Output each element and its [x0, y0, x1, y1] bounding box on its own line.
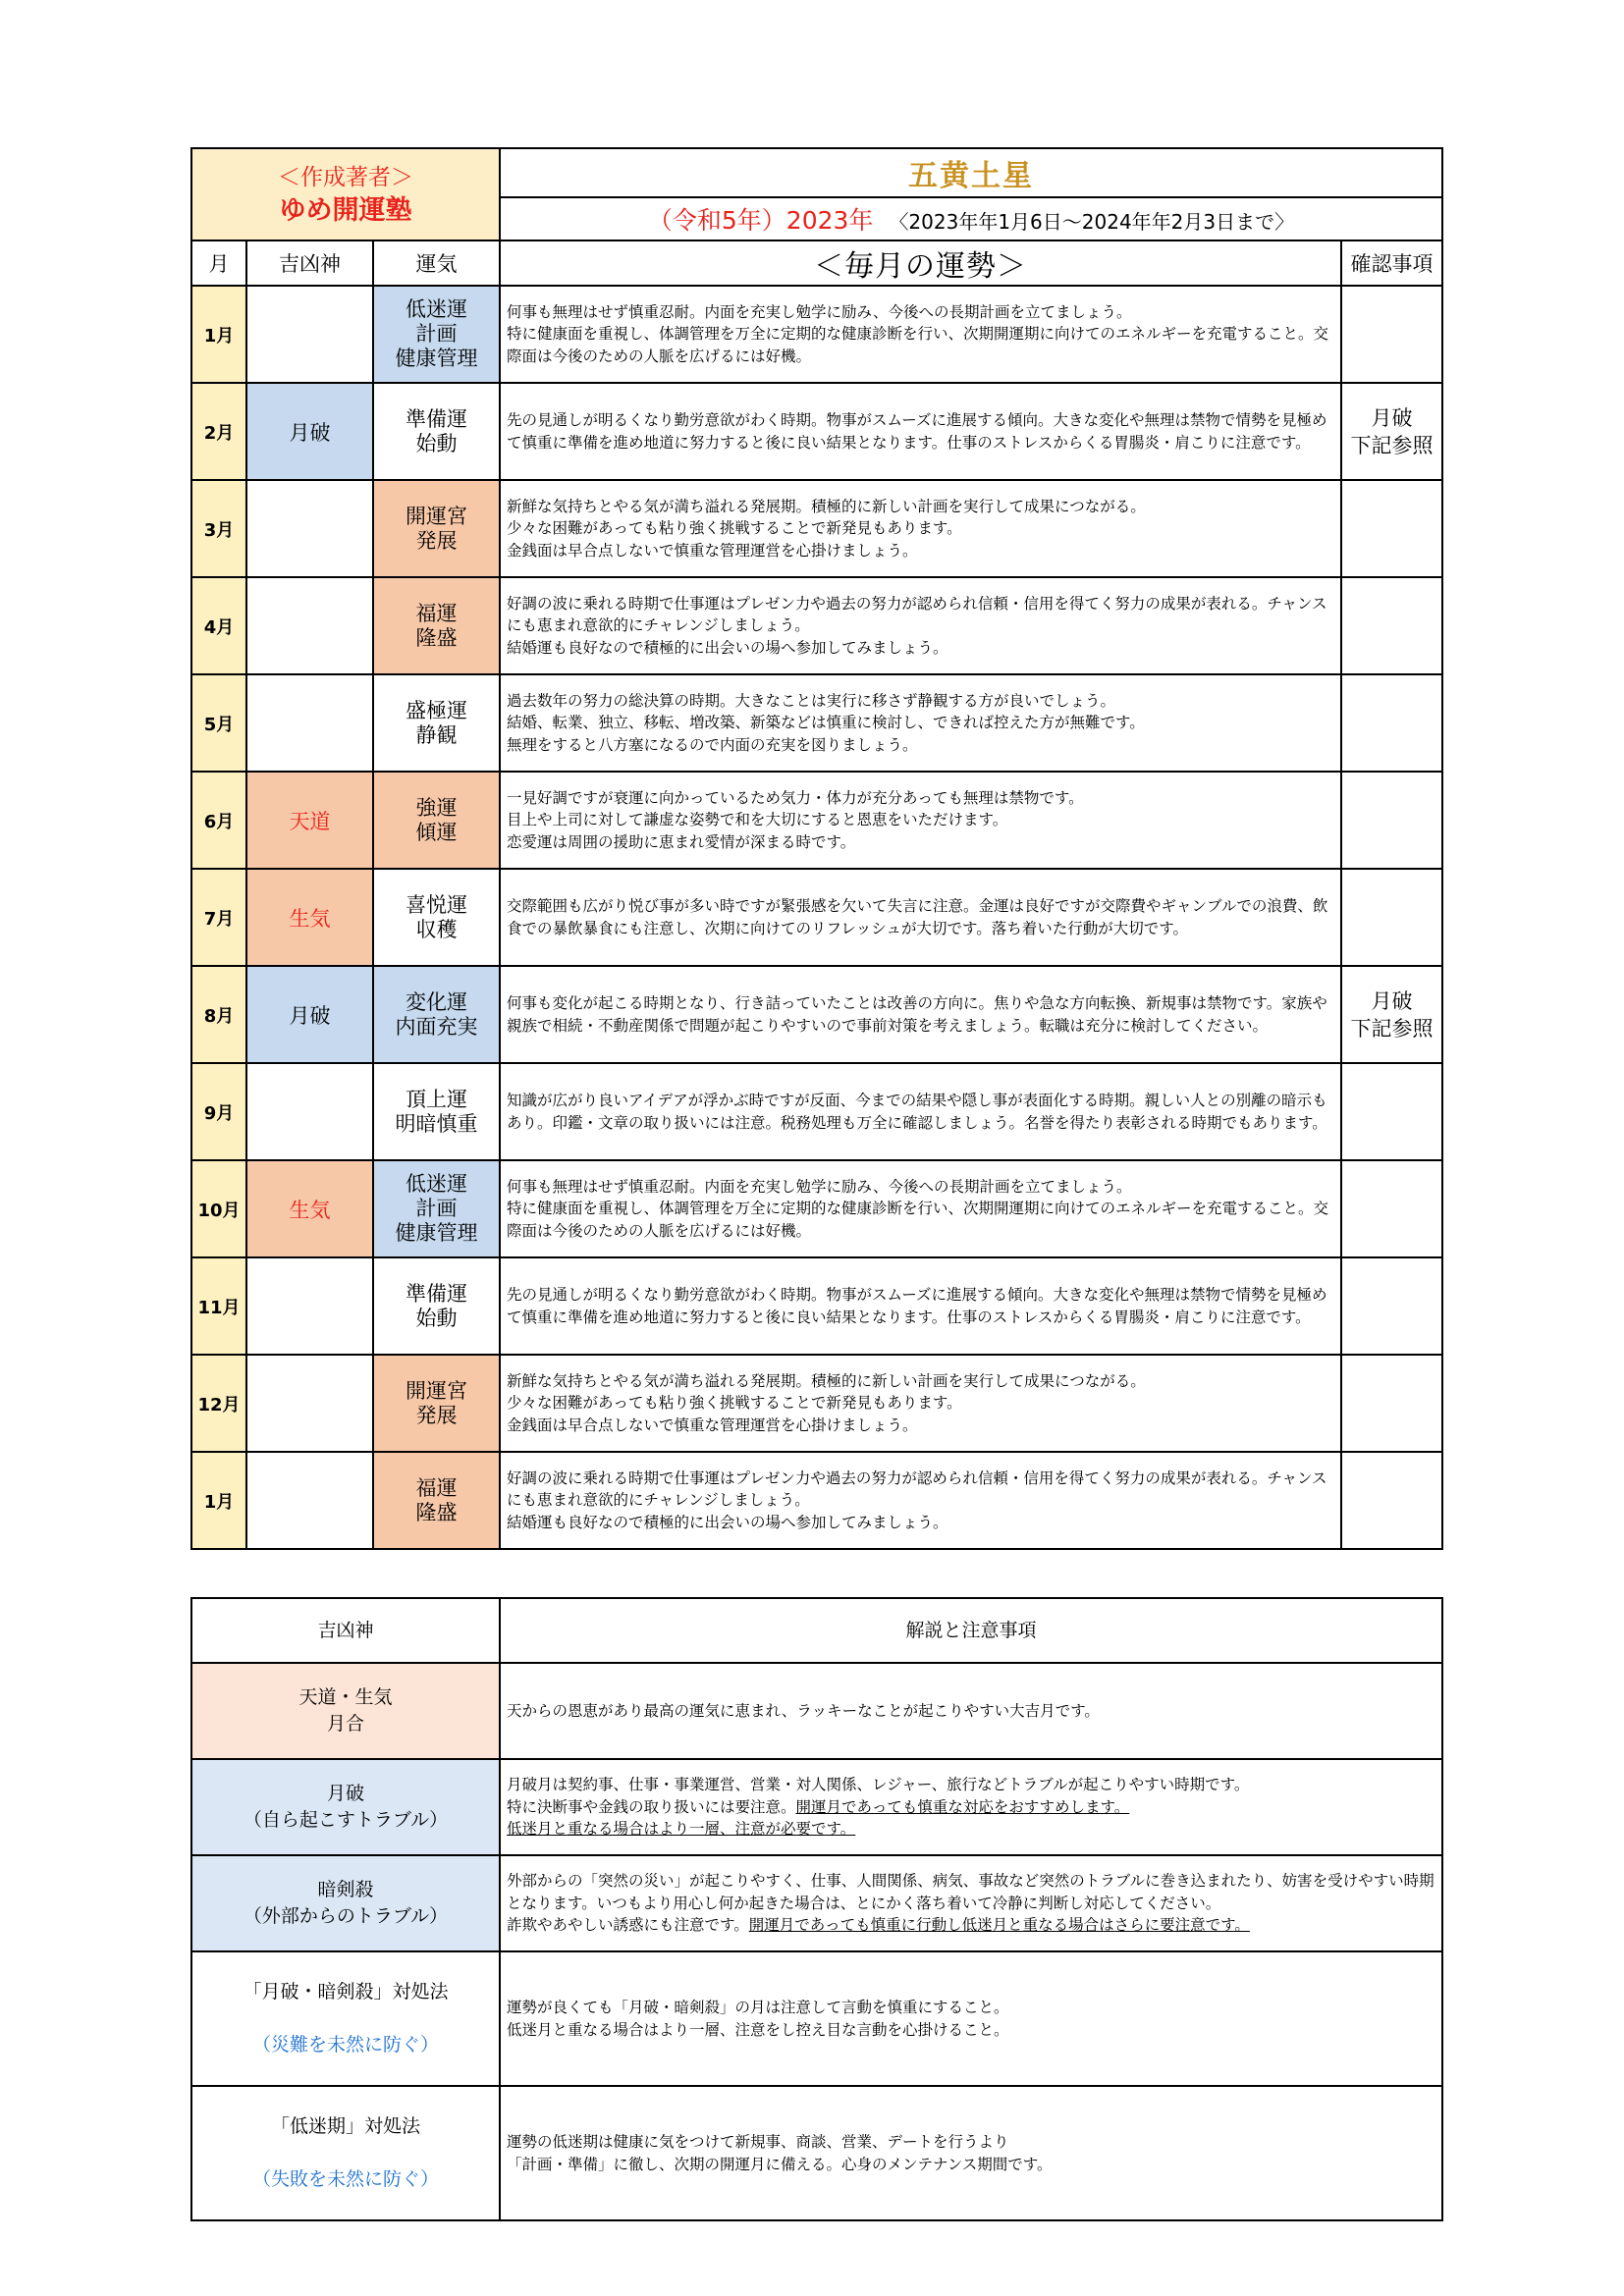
explain-label: [191, 1951, 500, 2086]
fortune-cell: 新鮮な気持ちとやる気が満ち溢れる発展期。積極的に新しい計画を実行して成果につながる。 少々な困難があっても粘り強く挑戦することで新発見もあります。 金銭面は早合点しないで慎重な管理運営を心掛けましょう。: [500, 1355, 1341, 1452]
unki-text: 福運 隆盛: [415, 601, 458, 650]
explain-row-geppa: [191, 1759, 1442, 1855]
kichi-cell: 月破: [246, 383, 373, 480]
check-cell: 月破 下記参照: [1341, 966, 1442, 1063]
explain-label: 天道・生気 月合: [191, 1663, 500, 1759]
check-cell: [1341, 1063, 1442, 1160]
unki-cell: [373, 286, 500, 383]
unki-cell: [373, 1160, 500, 1257]
table-row: [191, 1355, 1442, 1452]
fortune-cell: 新鮮な気持ちとやる気が満ち溢れる発展期。積極的に新しい計画を実行して成果につながる。 少々な困難があっても粘り強く挑戦することで新発見もあります。 金銭面は早合点しないで慎重な管理運営を心掛けましょう。: [500, 480, 1341, 577]
kichi-cell: [246, 1257, 373, 1355]
unki-text: 開運宮 発展: [406, 504, 468, 553]
table-row: [191, 966, 1442, 1063]
explain-text: [500, 1951, 1442, 2086]
col-header-month: 月: [191, 240, 246, 286]
unki-cell: [373, 1452, 500, 1549]
kichi-cell: [246, 674, 373, 772]
fortune-cell: 一見好調ですが衰運に向かっているため気力・体力が充分あっても無理は禁物です。 目上や上司に対して謙虚な姿勢で和を大切にすると恩恵をいただけます。 恋愛運は周囲の援助に恵まれ愛情が深まる時です。: [500, 772, 1341, 869]
check-cell: 月破 下記参照: [1341, 383, 1442, 480]
unki-cell: [373, 480, 500, 577]
explain-row-taisho2: [191, 2086, 1442, 2220]
author-cell: [191, 148, 500, 240]
unki-text: 頂上運 明暗慎重: [395, 1087, 478, 1136]
unki-cell: [373, 772, 500, 869]
explain-text-body: 外部からの「突然の災い」が起こりやすく、仕事、人間関係、病気、事故など突然のトラブルに巻き込まれたり、妨害を受けやすい時期となります。いつもより用心し何か起きた場合は、とにかく落ち着いて冷静に判断し対応してください。 詐欺やあやしい誘惑にも注意です。: [507, 1872, 1435, 1935]
kichi-cell: [246, 1355, 373, 1452]
kichi-cell: [246, 1063, 373, 1160]
check-cell: [1341, 286, 1442, 383]
check-cell: [1341, 674, 1442, 772]
kichi-cell: 月破: [246, 966, 373, 1063]
explain-text: [500, 1663, 1442, 1759]
fortune-cell: 交際範囲も広がり悦び事が多い時ですが緊張感を欠いて失言に注意。金運は良好ですが交際費やギャンブルでの浪費、飲食での暴飲暴食にも注意し、次期に向けてのリフレッシュが大切です。落ち着いた行動が大切です。: [500, 869, 1341, 966]
month-cell: 8月: [191, 966, 246, 1063]
fortune-cell: 好調の波に乗れる時期で仕事運はプレゼン力や過去の努力が認められ信頼・信用を得てく努力の成果が表れる。チャンスにも恵まれ意欲的にチャレンジしましょう。 結婚運も良好なので積極的に出会いの場へ参加してみましょう。: [500, 1452, 1341, 1549]
fortune-cell: 知識が広がり良いアイデアが浮かぶ時ですが反面、今までの結果や隠し事が表面化する時期。親しい人との別離の暗示もあり。印鑑・文章の取り扱いには注意。税務処理も万全に確認しましょう。名誉を得たり表彰される時期でもあります。: [500, 1063, 1341, 1160]
table-row: [191, 480, 1442, 577]
unki-text: 準備運 始動: [406, 1281, 468, 1330]
unki-cell: [373, 1355, 500, 1452]
unki-cell: [373, 674, 500, 772]
explain-text-body: 月破月は契約事、仕事・事業運営、営業・対人関係、レジャー、旅行などトラブルが起こりやすい時期です。 特に決断事や金銭の取り扱いには要注意。: [507, 1776, 1250, 1816]
month-cell: 12月: [191, 1355, 246, 1452]
table-row: [191, 383, 1442, 480]
table-row: [191, 1063, 1442, 1160]
check-cell: [1341, 1355, 1442, 1452]
explain-header-text: 解説と注意事項: [500, 1598, 1442, 1663]
month-cell: 9月: [191, 1063, 246, 1160]
year-label: （令和5年）2023年: [647, 206, 874, 235]
explain-row-tendo: [191, 1663, 1442, 1759]
unki-text: 変化運 内面充実: [395, 989, 478, 1039]
fortune-cell: 過去数年の努力の総決算の時期。大きなことは実行に移さず静観する方が良いでしょう。 結婚、転業、独立、移転、増改築、新築などは慎重に検討し、できれば控えた方が無難です。 無理をすると八方塞になるので内面の充実を図りましょう。: [500, 674, 1341, 772]
explain-label-main: 「低迷期」対処法: [270, 2115, 420, 2137]
month-cell: 2月: [191, 383, 246, 480]
explain-text: [500, 1759, 1442, 1855]
month-cell: 4月: [191, 577, 246, 674]
unki-cell: [373, 869, 500, 966]
check-cell: [1341, 1452, 1442, 1549]
col-header-check: 確認事項: [1341, 240, 1442, 286]
kichi-cell: 天道: [246, 772, 373, 869]
unki-cell: [373, 1257, 500, 1355]
unki-text: 開運宮 発展: [406, 1378, 468, 1427]
explain-label-main: 「月破・暗剣殺」対処法: [243, 1981, 449, 2002]
explain-label: [191, 2086, 500, 2220]
explain-label-sub: （失敗を未然に防ぐ）: [251, 2168, 439, 2190]
month-cell: 5月: [191, 674, 246, 772]
unki-cell: [373, 966, 500, 1063]
check-cell: [1341, 577, 1442, 674]
author-label: ＜作成著者＞: [278, 165, 414, 190]
month-cell: 10月: [191, 1160, 246, 1257]
fortune-cell: 先の見通しが明るくなり勤労意欲がわく時期。物事がスムーズに進展する傾向。大きな変化や無理は禁物で情勢を見極めて慎重に準備を進め地道に努力すると後に良い結果となります。仕事のストレスからくる胃腸炎・肩こりに注意です。: [500, 1257, 1341, 1355]
explain-row-taisho1: [191, 1951, 1442, 2086]
fortune-cell: 先の見通しが明るくなり勤労意欲がわく時期。物事がスムーズに進展する傾向。大きな変化や無理は禁物で情勢を見極めて慎重に準備を進め地道に努力すると後に良い結果となります。仕事のストレスからくる胃腸炎・肩こりに注意です。: [500, 383, 1341, 480]
kichi-cell: [246, 1452, 373, 1549]
explain-text-body: 天からの恩恵があり最高の運気に恵まれ、ラッキーなことが起こりやすい大吉月です。: [507, 1701, 1100, 1720]
month-cell: 7月: [191, 869, 246, 966]
explain-text: [500, 2086, 1442, 2220]
check-cell: [1341, 480, 1442, 577]
month-cell: 11月: [191, 1257, 246, 1355]
fortune-cell: 何事も変化が起こる時期となり、行き詰っていたことは改善の方向に。焦りや急な方向転換、新規事は禁物です。家族や親族で相続・不動産関係で問題が起こりやすいので事前対策を考えましょう。転職は充分に検討してください。: [500, 966, 1341, 1063]
period-label: 〈2023年年1月6日～2024年年2月3日まで〉: [889, 210, 1295, 234]
kichi-cell: [246, 577, 373, 674]
page-title: 五黄土星: [500, 148, 1442, 197]
table-row: [191, 674, 1442, 772]
col-header-fortune: ＜毎月の運勢＞: [500, 240, 1341, 286]
check-cell: [1341, 869, 1442, 966]
unki-text: 喜悦運 収穫: [406, 892, 468, 941]
explain-text-body: 運勢が良くても「月破・暗剣殺」の月は注意して言動を慎重にすること。 低迷月と重なる場合はより一層、注意をし控え目な言動を心掛けること。: [507, 1999, 1009, 2039]
explain-header-label: 吉凶神: [191, 1598, 500, 1663]
unki-text: 低迷運 計画 健康管理: [395, 1172, 478, 1245]
unki-cell: [373, 1063, 500, 1160]
table-row: [191, 577, 1442, 674]
table-row: [191, 1160, 1442, 1257]
explain-text-underlined: 開運月であっても慎重に行動し低迷月と重なる場合はさらに要注意です。: [748, 1916, 1250, 1935]
explain-text-underlined: 開運月であっても慎重な対応をおすすめします。 低迷月と重なる場合はより一層、注意が必要です。: [507, 1797, 1130, 1839]
fortune-cell: 何事も無理はせず慎重忍耐。内面を充実し勉学に励み、今後への長期計画を立てましょう。 特に健康面を重視し、体調管理を万全に定期的な健康診断を行い、次期開運期に向けてのエネルギーを充電すること。交際面は今後のための人脈を広げるには好機。: [500, 286, 1341, 383]
unki-cell: [373, 577, 500, 674]
month-cell: 6月: [191, 772, 246, 869]
year-range: [500, 197, 1442, 240]
table-row: [191, 286, 1442, 383]
monthly-fortune-table: [190, 147, 1443, 1550]
check-cell: [1341, 1257, 1442, 1355]
explanation-table: [190, 1597, 1443, 2221]
fortune-cell: 好調の波に乗れる時期で仕事運はプレゼン力や過去の努力が認められ信頼・信用を得てく努力の成果が表れる。チャンスにも恵まれ意欲的にチャレンジしましょう。 結婚運も良好なので積極的に出会いの場へ参加してみましょう。: [500, 577, 1341, 674]
explain-row-ankensatsu: [191, 1855, 1442, 1951]
explain-text: [500, 1855, 1442, 1951]
explain-label: 暗剣殺 （外部からのトラブル）: [191, 1855, 500, 1951]
kichi-cell: 生気: [246, 869, 373, 966]
kichi-cell: [246, 286, 373, 383]
kichi-cell: [246, 480, 373, 577]
explain-text-body: 運勢の低迷期は健康に気をつけて新規事、商談、営業、デートを行うより 「計画・準備」に徹し、次期の開運月に備える。心身のメンテナンス期間です。: [507, 2133, 1053, 2173]
unki-text: 低迷運 計画 健康管理: [395, 297, 478, 370]
explain-label-sub: （災難を未然に防ぐ）: [251, 2034, 439, 2056]
fortune-cell: 何事も無理はせず慎重忍耐。内面を充実し勉学に励み、今後への長期計画を立てましょう。 特に健康面を重視し、体調管理を万全に定期的な健康診断を行い、次期開運期に向けてのエネルギーを充電すること。交際面は今後のための人脈を広げるには好機。: [500, 1160, 1341, 1257]
unki-text: 準備運 始動: [406, 406, 468, 455]
table-row: [191, 1257, 1442, 1355]
table-row: [191, 869, 1442, 966]
unki-cell: [373, 383, 500, 480]
col-header-unki: 運気: [373, 240, 500, 286]
unki-text: 強運 傾運: [415, 795, 458, 844]
month-cell: 1月: [191, 286, 246, 383]
unki-text: 福運 隆盛: [415, 1475, 458, 1524]
month-cell: 3月: [191, 480, 246, 577]
col-header-kichi: 吉凶神: [246, 240, 373, 286]
table-row: [191, 772, 1442, 869]
kichi-cell: 生気: [246, 1160, 373, 1257]
explain-label: 月破 （自ら起こすトラブル）: [191, 1759, 500, 1855]
check-cell: [1341, 1160, 1442, 1257]
table-row: [191, 1452, 1442, 1549]
unki-text: 盛極運 静観: [406, 698, 468, 747]
author-name: ゆめ開運塾: [279, 195, 412, 226]
check-cell: [1341, 772, 1442, 869]
month-cell: 1月: [191, 1452, 246, 1549]
